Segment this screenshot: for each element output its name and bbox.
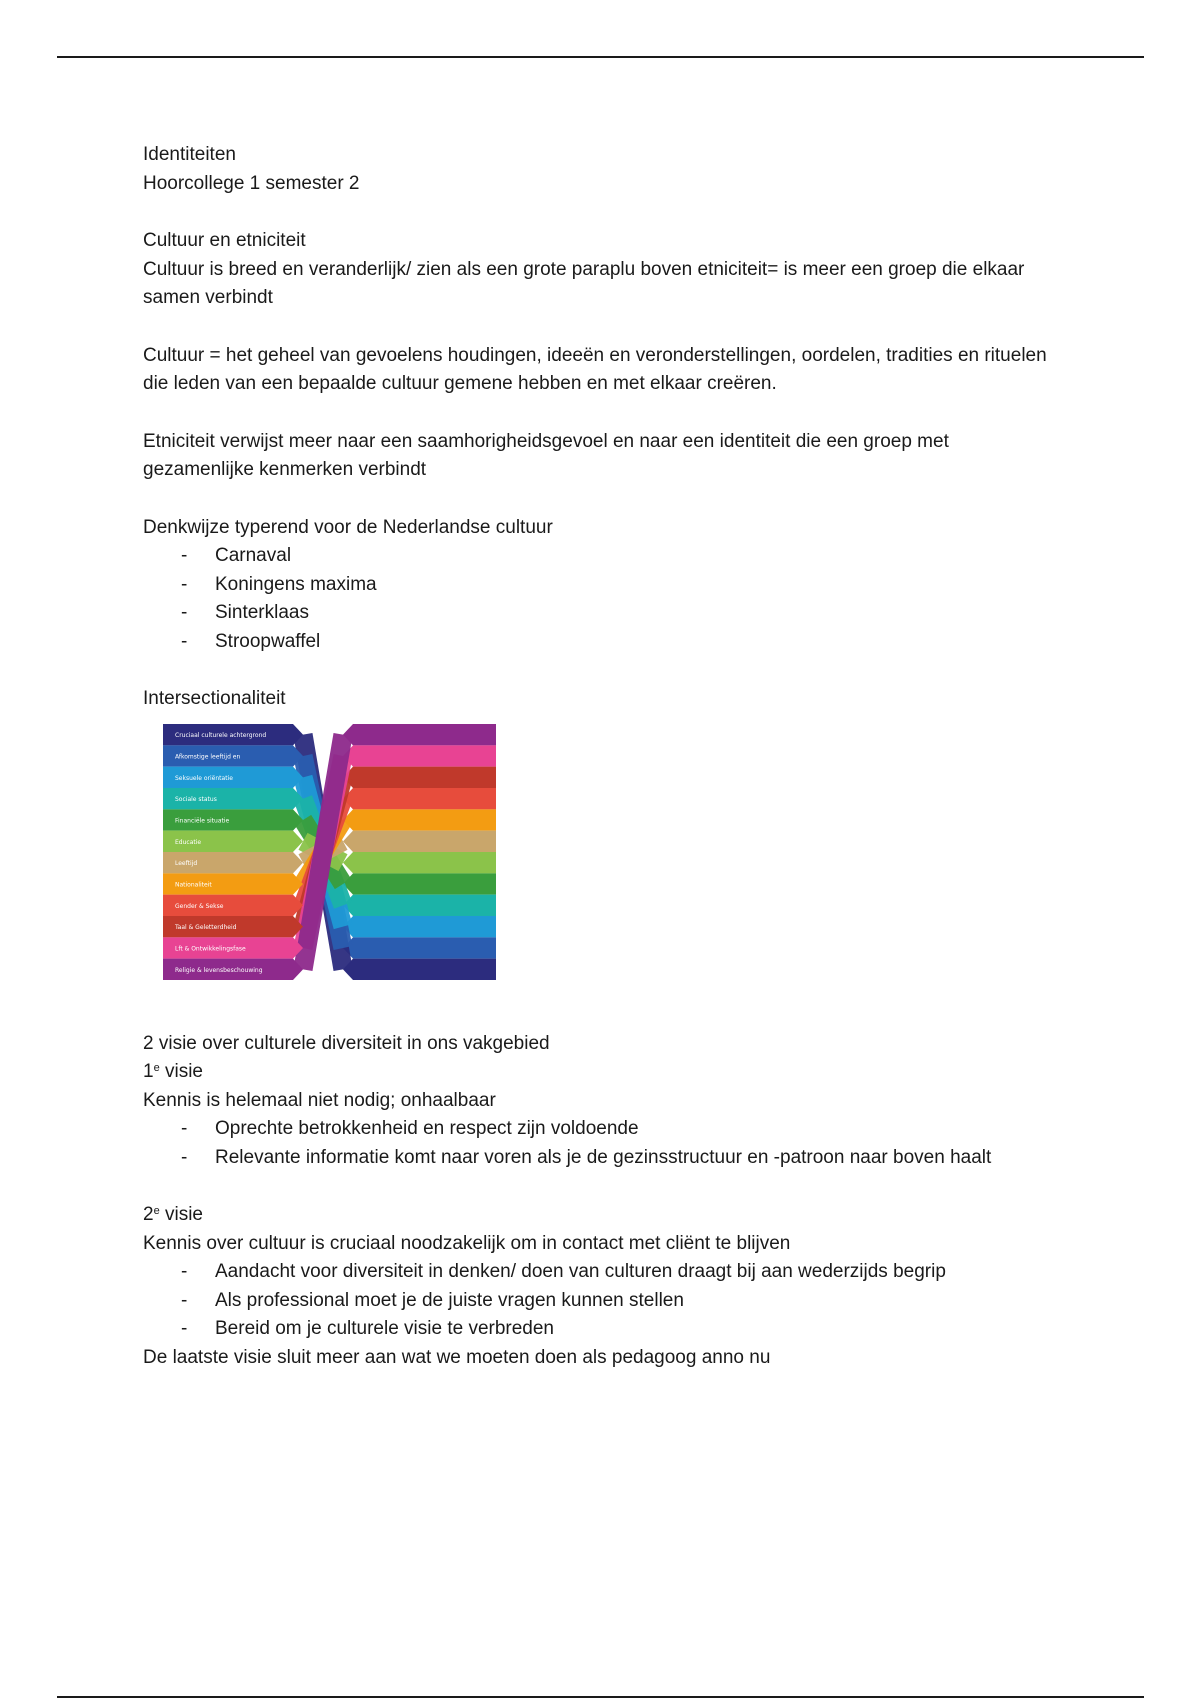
right-band xyxy=(343,937,496,958)
vision2-heading: 2e visie xyxy=(143,1204,203,1225)
section-heading-intersectionality: Intersectionaliteit xyxy=(143,688,286,709)
document-title: Identiteiten xyxy=(143,144,236,165)
section-heading-culture: Cultuur en etniciteit xyxy=(143,230,306,251)
paragraph-culture-definition: Cultuur = het geheel van gevoelens houdingen, ideeën en veronderstellingen, oordelen, tradities en rituelen die leden van een bepaalde cultuur gemene hebben en met elkaar creëren. xyxy=(143,344,1047,394)
right-band xyxy=(343,788,496,809)
band-label: Educatie xyxy=(175,838,202,846)
band-label: Gender & Sekse xyxy=(175,902,224,910)
band-label: Seksuele oriëntatie xyxy=(175,774,233,782)
paragraph-culture-broad: Cultuur is breed en veranderlijk/ zien als een grote paraplu boven etniciteit= is meer een groep die elkaar samen verbindt xyxy=(143,258,1025,308)
list-item: - Relevante informatie komt naar voren als je de gezinsstructuur en -patroon naar boven haalt xyxy=(181,1146,992,1168)
right-band xyxy=(343,830,496,851)
vision2-list xyxy=(143,1258,1063,1344)
intersectionality-diagram xyxy=(163,724,496,980)
section-heading-visions: 2 visie over culturele diversiteit in ons vakgebied xyxy=(143,1032,550,1054)
band-label: Lft & Ontwikkelingsfase xyxy=(175,945,246,952)
right-band xyxy=(343,852,496,873)
right-band xyxy=(343,916,496,937)
band-label: Afkomstige leeftijd en xyxy=(175,753,241,760)
right-band xyxy=(343,745,496,766)
band-label: Religie & levensbeschouwing xyxy=(175,966,263,974)
list-item: - Koningens maxima xyxy=(181,573,377,595)
band-label: Sociale status xyxy=(175,795,217,803)
dutch-culture-list xyxy=(143,542,1063,656)
list-item: - Stroopwaffel xyxy=(181,630,321,652)
bottom-rule xyxy=(57,1696,1144,1698)
right-band xyxy=(343,894,496,915)
band-label: Nationaliteit xyxy=(175,881,212,888)
band-label: Leeftijd xyxy=(175,859,198,867)
document-body xyxy=(143,141,1063,1372)
vision1-heading: 1e visie xyxy=(143,1061,203,1082)
band-label: Financiële situatie xyxy=(175,817,230,824)
right-band xyxy=(343,958,496,979)
section-heading-dutch-culture: Denkwijze typerend voor de Nederlandse cultuur xyxy=(143,516,553,538)
paragraph-ethnicity: Etniciteit verwijst meer naar een saamhorigheidsgevoel en naar een identiteit die een groep met gezamenlijke kenmerken verbindt xyxy=(143,430,949,480)
conclusion-text: De laatste visie sluit meer aan wat we moeten doen als pedagoog anno nu xyxy=(143,1346,771,1368)
right-band xyxy=(343,809,496,830)
list-item: - Als professional moet je de juiste vragen kunnen stellen xyxy=(181,1289,684,1311)
intersectionality-figure xyxy=(163,724,496,980)
list-item: - Carnaval xyxy=(181,545,292,566)
list-item: - Bereid om je culturele visie te verbreden xyxy=(181,1318,555,1339)
document-subtitle: Hoorcollege 1 semester 2 xyxy=(143,172,360,194)
vision1-list xyxy=(143,1115,1063,1172)
right-band xyxy=(343,766,496,787)
vision1-text: Kennis is helemaal niet nodig; onhaalbaar xyxy=(143,1089,496,1111)
list-item: - Aandacht voor diversiteit in denken/ doen van culturen draagt bij aan wederzijds begrip xyxy=(181,1261,946,1282)
band-label: Cruciaal culturele achtergrond xyxy=(175,731,267,739)
right-band xyxy=(343,873,496,894)
top-rule xyxy=(57,56,1144,58)
band-label: Taal & Geletterdheid xyxy=(175,923,237,931)
right-band xyxy=(343,724,496,745)
list-item: - Sinterklaas xyxy=(181,602,309,623)
list-item: - Oprechte betrokkenheid en respect zijn voldoende xyxy=(181,1118,639,1139)
vision2-text: Kennis over cultuur is cruciaal noodzakelijk om in contact met cliënt te blijven xyxy=(143,1232,791,1254)
